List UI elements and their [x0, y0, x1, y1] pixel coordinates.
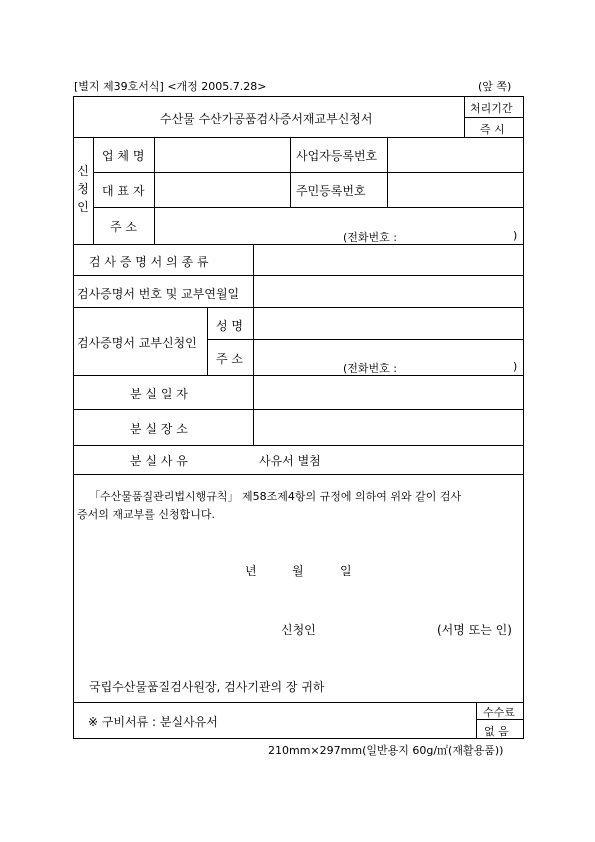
date-day-label: 일	[340, 564, 352, 578]
applicant-phone-close: )	[513, 229, 518, 242]
fee-label: 수수료	[483, 706, 515, 719]
page-side-label: (앞 쪽)	[478, 80, 512, 93]
applicant-group-label: 신 청 인	[77, 164, 89, 214]
date-month-label: 월	[292, 564, 304, 578]
requester-name-label: 성 명	[216, 319, 243, 333]
statement-line-1: 「수산물품질관리법시행규칙」 제58조제4항의 규정에 의하여 위와 같이 검사	[89, 490, 462, 503]
requester-phone-close: )	[513, 360, 518, 373]
certificate-kind-label: 검 사 증 명 서 의 종 류	[89, 255, 209, 269]
business-number-label: 사업자등록번호	[296, 149, 378, 163]
requester-address-label: 주 소	[216, 352, 243, 366]
form-title: 수산물 수산가공품검사증서재교부신청서	[160, 112, 373, 126]
applicant-phone-label: (전화번호 :	[343, 231, 397, 244]
paper-spec: 210mm×297mm(일반용지 60g/㎡(재활용품))	[268, 744, 504, 757]
signature-note: (서명 또는 인)	[437, 623, 512, 637]
loss-reason-label: 분 실 사 유	[130, 454, 188, 468]
form-number: [별지 제39호서식] <개정 2005.7.28>	[74, 80, 267, 93]
applicant-signature-label: 신청인	[281, 623, 316, 637]
loss-reason-value: 사유서 별첨	[259, 454, 321, 468]
statement-line-2: 증서의 재교부를 신청합니다.	[77, 508, 216, 521]
loss-date-label: 분 실 일 자	[130, 387, 188, 401]
fee-value: 없 음	[484, 725, 509, 738]
company-name-label: 업 체 명	[102, 149, 145, 163]
required-documents: ※ 구비서류 : 분실사유서	[88, 715, 218, 729]
applicant-address-label: 주 소	[110, 220, 137, 234]
addressee: 국립수산물품질검사원장, 검사기관의 장 귀하	[89, 680, 325, 694]
date-year-label: 년	[245, 564, 257, 578]
processing-period-label: 처리기간	[470, 102, 513, 115]
requester-phone-label: (전화번호 :	[343, 362, 397, 375]
representative-label: 대 표 자	[102, 184, 145, 198]
loss-place-label: 분 실 장 소	[130, 422, 188, 436]
resident-number-label: 주민등록번호	[296, 184, 366, 198]
certificate-requester-label: 검사증명서 교부신청인	[77, 336, 197, 350]
certificate-number-label: 검사증명서 번호 및 교부연월일	[77, 287, 240, 301]
processing-period-value: 즉 시	[480, 123, 505, 136]
